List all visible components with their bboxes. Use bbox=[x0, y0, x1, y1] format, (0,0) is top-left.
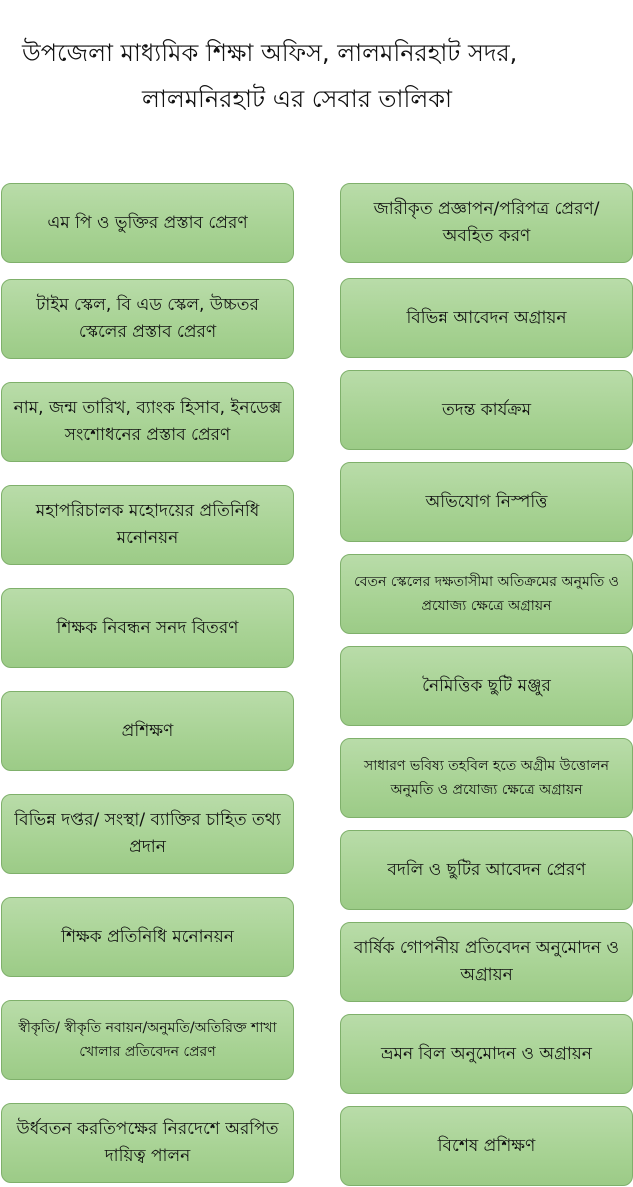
service-item: বার্ষিক গোপনীয় প্রতিবেদন অনুমোদন ও অগ্রায়ন bbox=[340, 922, 633, 1002]
title-line-2: লালমনিরহাট এর সেবার তালিকা bbox=[142, 85, 453, 113]
service-item: বিশেষ প্রশিক্ষণ bbox=[340, 1106, 633, 1186]
service-item: স্বীকৃতি/ স্বীকৃতি নবায়ন/অনুমতি/অতিরিক্ত শাখা খোলার প্রতিবেদন প্রেরণ bbox=[1, 1000, 294, 1080]
service-item: বিভিন্ন আবেদন অগ্রায়ন bbox=[340, 278, 633, 358]
service-item: বেতন স্কেলের দক্ষতাসীমা অতিক্রমের অনুমতি ও প্রযোজ্য ক্ষেত্রে অগ্রায়ন bbox=[340, 554, 633, 634]
service-item: তদন্ত কার্যক্রম bbox=[340, 370, 633, 450]
service-item: টাইম স্কেল, বি এড স্কেল, উচ্চতর স্কেলের প্রস্তাব প্রেরণ bbox=[1, 279, 294, 359]
service-item: ভ্রমন বিল অনুমোদন ও অগ্রায়ন bbox=[340, 1014, 633, 1094]
page-title bbox=[0, 30, 633, 122]
service-item: প্রশিক্ষণ bbox=[1, 691, 294, 771]
service-item: উর্ধবতন করতিপক্ষের নিরদেশে অরপিত দায়িত্ব পালন bbox=[1, 1103, 294, 1183]
service-item: অভিযোগ নিস্পত্তি bbox=[340, 462, 633, 542]
service-item: শিক্ষক নিবন্ধন সনদ বিতরণ bbox=[1, 588, 294, 668]
service-item: জারীকৃত প্রজ্ঞাপন/পরিপত্র প্রেরণ/অবহিত করণ bbox=[340, 183, 633, 263]
service-item: এম পি ও ভুক্তির প্রস্তাব প্রেরণ bbox=[1, 183, 294, 263]
service-item: মহাপরিচালক মহোদয়ের প্রতিনিধি মনোনয়ন bbox=[1, 485, 294, 565]
service-item: সাধারণ ভবিষ্য তহবিল হতে অগ্রীম উত্তোলন অনুমতি ও প্রযোজ্য ক্ষেত্রে অগ্রায়ন bbox=[340, 738, 633, 818]
title-line-1: উপজেলা মাধ্যমিক শিক্ষা অফিস, লালমনিরহাট সদর, bbox=[22, 39, 518, 67]
service-item: বদলি ও ছুটির আবেদন প্রেরণ bbox=[340, 830, 633, 910]
service-item: নাম, জন্ম তারিখ, ব্যাংক হিসাব, ইনডেক্স সংশোধনের প্রস্তাব প্রেরণ bbox=[1, 382, 294, 462]
service-item: নৈমিত্তিক ছুটি মঞ্জুর bbox=[340, 646, 633, 726]
service-item: বিভিন্ন দপ্তর/ সংস্থা/ ব্যাক্তির চাহিত তথ্য প্রদান bbox=[1, 794, 294, 874]
service-item: শিক্ষক প্রতিনিধি মনোনয়ন bbox=[1, 897, 294, 977]
